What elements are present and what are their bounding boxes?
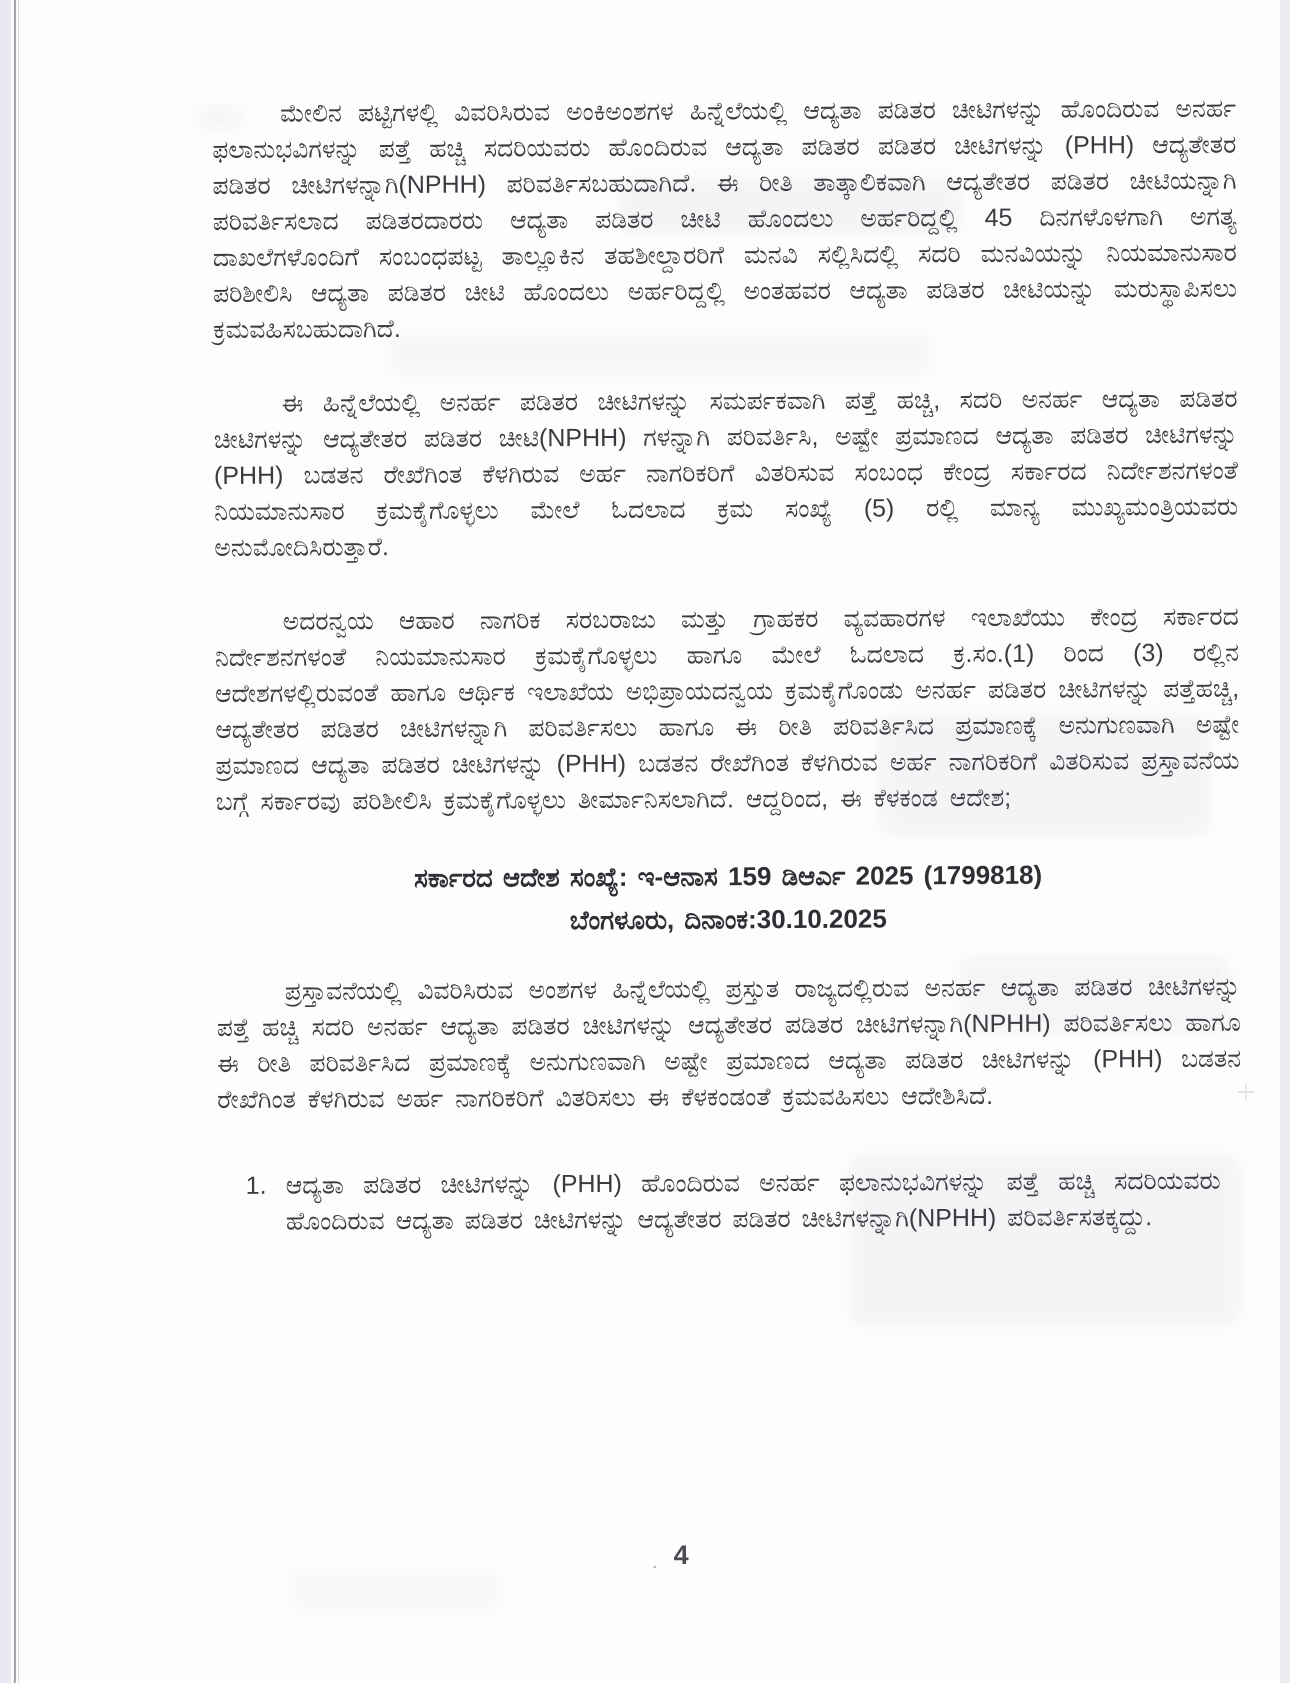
paragraph-cm-approval: ಈ ಹಿನ್ನೆಲೆಯಲ್ಲಿ ಅನರ್ಹ ಪಡಿತರ ಚೀಟಿಗಳನ್ನು ಸಮರ್ಪಕವಾಗಿ ಪತ್ತೆ ಹಚ್ಚಿ, ಸದರಿ ಅನರ್ಹ ಆದ್ಯತಾ ಪಡಿತರ ಚೀಟಿಗಳನ್ನು ಆದ್ಯತೇತರ ಪಡಿತರ ಚೀಟಿ(NPHH) ಗಳನ್ನಾಗಿ ಪರಿವರ್ತಿಸಿ, ಅಷ್ಟೇ ಪ್ರಮಾಣದ ಆದ್ಯತಾ ಪಡಿತರ ಚೀಟಿಗಳನ್ನು (PHH) ಬಡತನ ರೇಖೆಗಿಂತ ಕೆಳಗಿರುವ ಅರ್ಹ ನಾಗರಿಕರಿಗೆ ವಿತರಿಸುವ ಸಂಬಂಧ ಕೇಂದ್ರ ಸರ್ಕಾರದ ನಿರ್ದೇಶನಗಳಂತೆ ನಿಯಮಾನುಸಾರ ಕ್ರಮಕೈಗೊಳ್ಳಲು ಮೇಲೆ ಓದಲಾದ ಕ್ರಮ ಸಂಖ್ಯೆ (5) ರಲ್ಲಿ ಮಾನ್ಯ ಮುಖ್ಯಮಂತ್ರಿಯವರು ಅನುಮೋದಿಸಿರುತ್ತಾರೆ. (213, 384, 1239, 562)
page-edge-line (14, 0, 16, 1683)
paragraph-order-preamble: ಪ್ರಸ್ತಾವನೆಯಲ್ಲಿ ವಿವರಿಸಿರುವ ಅಂಶಗಳ ಹಿನ್ನೆಲೆಯಲ್ಲಿ ಪ್ರಸ್ತುತ ರಾಜ್ಯದಲ್ಲಿರುವ ಅನರ್ಹ ಆದ್ಯತಾ ಪಡಿತರ ಚೀಟಿಗಳನ್ನು ಪತ್ತೆ ಹಚ್ಚಿ ಸದರಿ ಅನರ್ಹ ಆದ್ಯತಾ ಪಡಿತರ ಚೀಟಿಗಳನ್ನು ಆದ್ಯತೇತರ ಪಡಿತರ ಚೀಟಿಗಳನ್ನಾಗಿ(NPHH) ಪರಿವರ್ತಿಸಲು ಹಾಗೂ ಈ ರೀತಿ ಪರಿವರ್ತಿಸಿದ ಪ್ರಮಾಣಕ್ಕೆ ಅನುಗುಣವಾಗಿ ಅಷ್ಟೇ ಪ್ರಮಾಣದ ಆದ್ಯತಾ ಪಡಿತರ ಚೀಟಿಗಳನ್ನು (PHH) ಬಡತನ ರೇಖೆಗಿಂತ ಕೆಳಗಿರುವ ಅರ್ಹ ನಾಗರಿಕರಿಗೆ ವಿತರಿಸಲು ಈ ಕೆಳಕಂಡಂತೆ ಕ್ರಮವಹಿಸಲು ಆದೇಶಿಸಿದೆ. (216, 972, 1242, 1114)
document-body (212, 91, 1242, 1240)
list-item-number: 1. (245, 1171, 267, 1200)
bleed-through-artifact (290, 1570, 500, 1610)
footer-dot-artifact: . (652, 1551, 658, 1573)
list-item-text: ಆದ್ಯತಾ ಪಡಿತರ ಚೀಟಿಗಳನ್ನು (PHH) ಹೊಂದಿರುವ ಅನರ್ಹ ಫಲಾನುಭವಿಗಳನ್ನು ಪತ್ತೆ ಹಚ್ಚಿ ಸದರಿಯವರು ಹೊಂದಿರುವ ಆದ್ಯತಾ ಪಡಿತರ ಚೀಟಿಗಳನ್ನು ಆದ್ಯತೇತರ ಪಡಿತರ ಚೀಟಿಗಳನ್ನಾಗಿ(NPHH) ಪರಿವರ್ತಿಸತಕ್ಕದ್ದು. (285, 1166, 1221, 1236)
place-date-line: ಬೆಂಗಳೂರು, ದಿನಾಂಕ:30.10.2025 (569, 903, 887, 936)
paragraph-statistics-background: ಮೇಲಿನ ಪಟ್ಟಿಗಳಲ್ಲಿ ವಿವರಿಸಿರುವ ಅಂಕಿಅಂಶಗಳ ಹಿನ್ನೆಲೆಯಲ್ಲಿ ಆದ್ಯತಾ ಪಡಿತರ ಚೀಟಿಗಳನ್ನು ಹೊಂದಿರುವ ಅನರ್ಹ ಫಲಾನುಭವಿಗಳನ್ನು ಪತ್ತೆ ಹಚ್ಚಿ ಸದರಿಯವರು ಹೊಂದಿರುವ ಆದ್ಯತಾ ಪಡಿತರ ಪಡಿತರ ಚೀಟಿಗಳನ್ನು (PHH) ಆದ್ಯತೇತರ ಪಡಿತರ ಚೀಟಿಗಳನ್ನಾಗಿ(NPHH) ಪರಿವರ್ತಿಸಬಹುದಾಗಿದೆ. ಈ ರೀತಿ ತಾತ್ಕಾಲಿಕವಾಗಿ ಆದ್ಯತೇತರ ಪಡಿತರ ಚೀಟಿಯನ್ನಾಗಿ ಪರಿವರ್ತಿಸಲಾದ ಪಡಿತರದಾರರು ಆದ್ಯತಾ ಪಡಿತರ ಚೀಟಿ ಹೊಂದಲು ಅರ್ಹರಿದ್ದಲ್ಲಿ 45 ದಿನಗಳೊಳಗಾಗಿ ಅಗತ್ಯ ದಾಖಲೆಗಳೊಂದಿಗೆ ಸಂಬಂಧಪಟ್ಟ ತಾಲ್ಲೂಕಿನ ತಹಶೀಲ್ದಾರರಿಗೆ ಮನವಿ ಸಲ್ಲಿಸಿದಲ್ಲಿ ಸದರಿ ಮನವಿಯನ್ನು ನಿಯಮಾನುಸಾರ ಪರಿಶೀಲಿಸಿ ಆದ್ಯತಾ ಪಡಿತರ ಚೀಟಿ ಹೊಂದಲು ಅರ್ಹರಿದ್ದಲ್ಲಿ ಅಂತಹವರ ಆದ್ಯತಾ ಪಡಿತರ ಚೀಟಿಯನ್ನು ಮರುಸ್ಥಾಪಿಸಲು ಕ್ರಮವಹಿಸಬಹುದಾಗಿದೆ. (212, 94, 1238, 344)
page-edge-line-faint (18, 0, 19, 1683)
page-number: 4 (673, 1540, 689, 1570)
paragraph-department-decision: ಅದರನ್ವಯ ಆಹಾರ ನಾಗರಿಕ ಸರಬರಾಜು ಮತ್ತು ಗ್ರಾಹಕರ ವ್ಯವಹಾರಗಳ ಇಲಾಖೆಯು ಕೇಂದ್ರ ಸರ್ಕಾರದ ನಿರ್ದೇಶನಗಳಂತೆ ನಿಯಮಾನುಸಾರ ಕ್ರಮಕೈಗೊಳ್ಳಲು ಹಾಗೂ ಮೇಲೆ ಓದಲಾದ ಕ್ರ.ಸಂ.(1) ರಿಂದ (3) ರಲ್ಲಿನ ಆದೇಶಗಳಲ್ಲಿರುವಂತೆ ಹಾಗೂ ಆರ್ಥಿಕ ಇಲಾಖೆಯ ಅಭಿಪ್ರಾಯದನ್ವಯ ಕ್ರಮಕೈಗೊಂಡು ಅನರ್ಹ ಪಡಿತರ ಚೀಟಿಗಳನ್ನು ಪತ್ತೆಹಚ್ಚಿ, ಆದ್ಯತೇತರ ಪಡಿತರ ಚೀಟಿಗಳನ್ನಾಗಿ ಪರಿವರ್ತಿಸಲು ಹಾಗೂ ಈ ರೀತಿ ಪರಿವರ್ತಿಸಿದ ಪ್ರಮಾಣಕ್ಕೆ ಅನುಗುಣವಾಗಿ ಅಷ್ಟೇ ಪ್ರಮಾಣದ ಆದ್ಯತಾ ಪಡಿತರ ಚೀಟಿಗಳನ್ನು (PHH) ಬಡತನ ರೇಖೆಗಿಂತ ಕೆಳಗಿರುವ ಅರ್ಹ ನಾಗರಿಕರಿಗೆ ವಿತರಿಸುವ ಪ್ರಸ್ತಾವನೆಯ ಬಗ್ಗೆ ಸರ್ಕಾರವು ಪರಿಶೀಲಿಸಿ ಕ್ರಮಕೈಗೊಳ್ಳಲು ತೀರ್ಮಾನಿಸಲಾಗಿದೆ. ಆದ್ದರಿಂದ, ಈ ಕೆಳಕಂಡ ಆದೇಶ; (214, 602, 1240, 816)
order-list-item-1 (246, 1163, 1221, 1240)
scan-right-edge-strip (1280, 0, 1290, 1683)
scan-left-edge-strip (0, 0, 11, 1683)
order-number-line: ಸರ್ಕಾರದ ಆದೇಶ ಸಂಖ್ಯೆ: ಇ-ಆನಾಸ 159 ಡಿಆರ್ಎ 2025 (1799818) (413, 859, 1043, 893)
government-order-heading (216, 853, 1240, 944)
page-footer (652, 1540, 689, 1574)
